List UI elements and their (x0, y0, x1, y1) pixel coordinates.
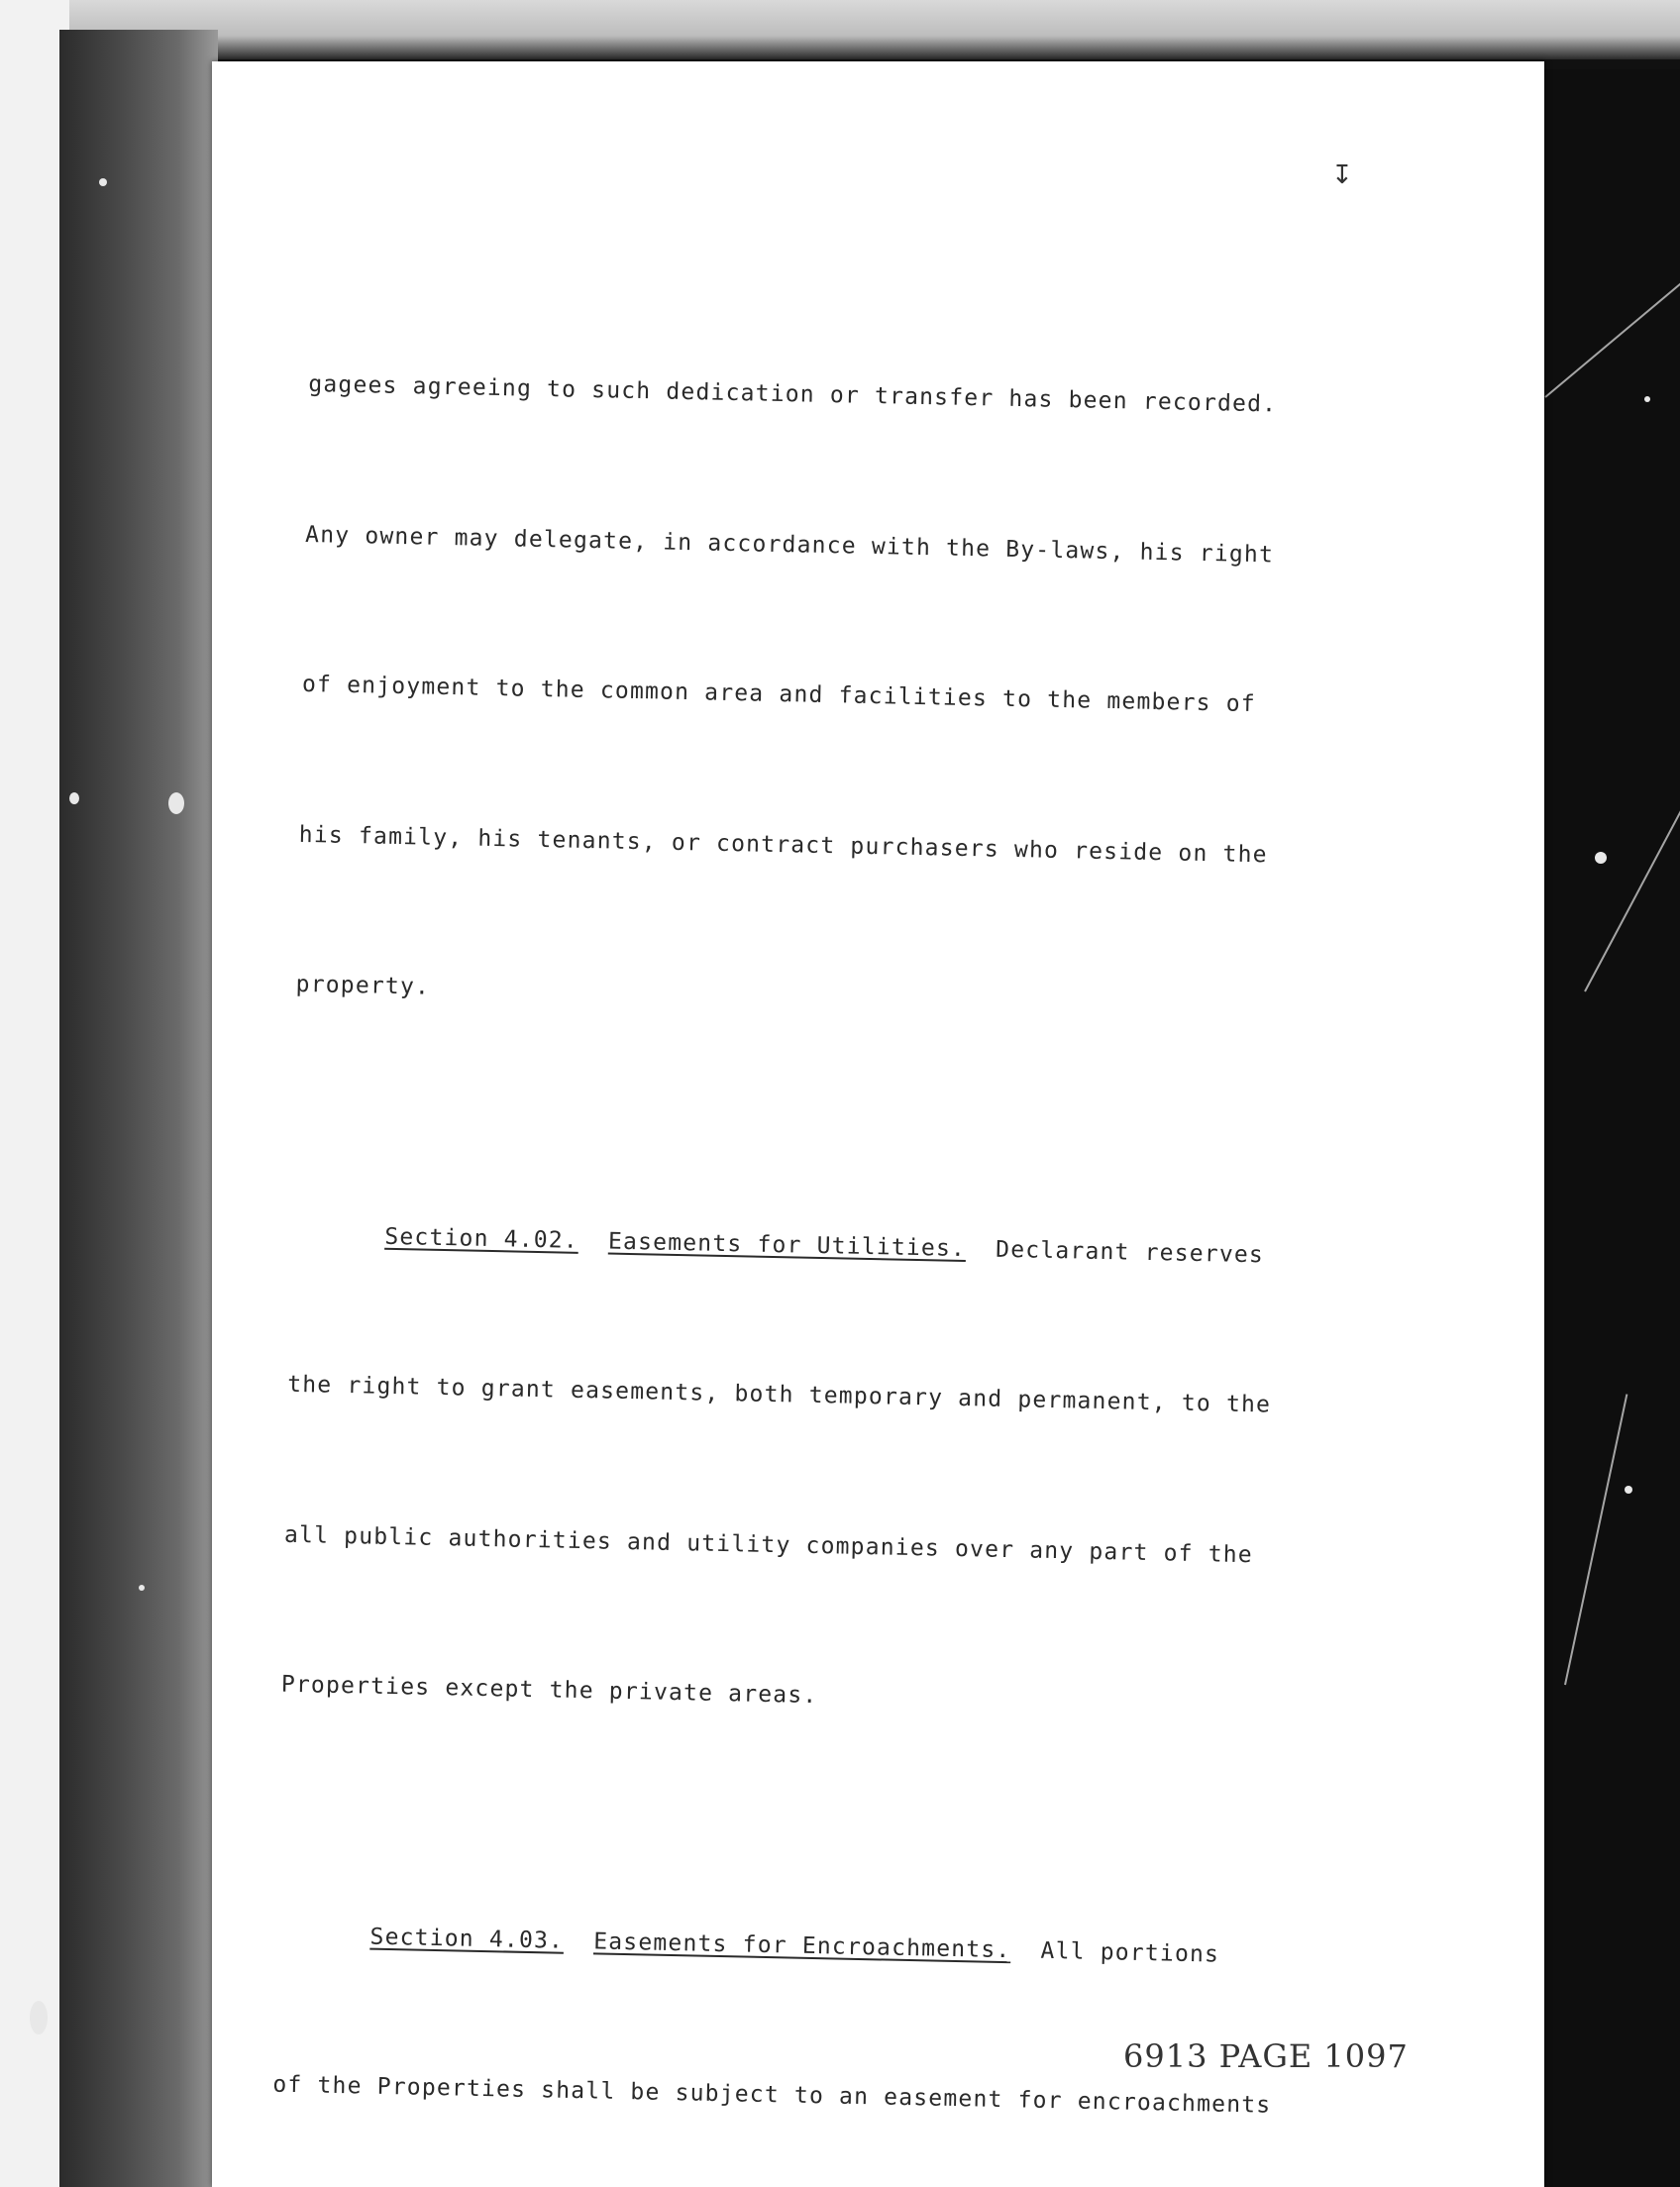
text-line: Properties except the private areas. (280, 1671, 818, 1710)
document-sheet (212, 61, 1544, 2187)
scan-speck (1595, 852, 1607, 864)
scan-speck (168, 792, 184, 814)
text-line: Declarant reserves (995, 1236, 1265, 1268)
scan-speck (139, 1585, 145, 1591)
scan-speck (69, 792, 79, 804)
paragraph-continuation (293, 260, 1500, 1134)
scan-top-border (0, 0, 1680, 59)
section-heading-line (275, 1910, 1465, 1985)
section-4-02 (278, 1109, 1482, 1834)
text-line: gagees agreeing to such dedication or transfer has been recorded. (308, 370, 1278, 418)
text-line: the right to grant easements, both temporary and permanent, to the (286, 1371, 1272, 1418)
section-4-03 (239, 1810, 1467, 2187)
scan-speck (99, 178, 107, 186)
text-line: property. (295, 971, 431, 1000)
section-number: Section 4.03. (369, 1924, 565, 1954)
corner-mark: ↧ (1331, 160, 1353, 190)
scan-speck (1625, 1486, 1632, 1494)
text-line: all public authorities and utility companies over any part of the (283, 1521, 1254, 1568)
text-line: Any owner may delegate, in accordance with the By-laws, his right (304, 521, 1275, 568)
scan-left-shadow (59, 30, 218, 2187)
section-title: Easements for Encroachments. (592, 1927, 1011, 1963)
text-line: All portions (1040, 1937, 1220, 1968)
scan-speck (1644, 396, 1650, 402)
docket-stamp: 6913 PAGE 1097 (1123, 2037, 1409, 2075)
document-body (189, 260, 1499, 2187)
section-number: Section 4.02. (384, 1223, 579, 1254)
scan-right-shadow (1541, 69, 1680, 2187)
text-line: of the Properties shall be subject to an easement for encroachments (272, 2071, 1272, 2119)
scan-speck (30, 2001, 48, 2034)
section-title: Easements for Utilities. (607, 1228, 967, 1262)
text-line: his family, his tenants, or contract purchasers who reside on the (298, 821, 1268, 868)
section-heading-line (290, 1209, 1480, 1285)
text-line: of enjoyment to the common area and facilities to the members of (301, 671, 1257, 718)
